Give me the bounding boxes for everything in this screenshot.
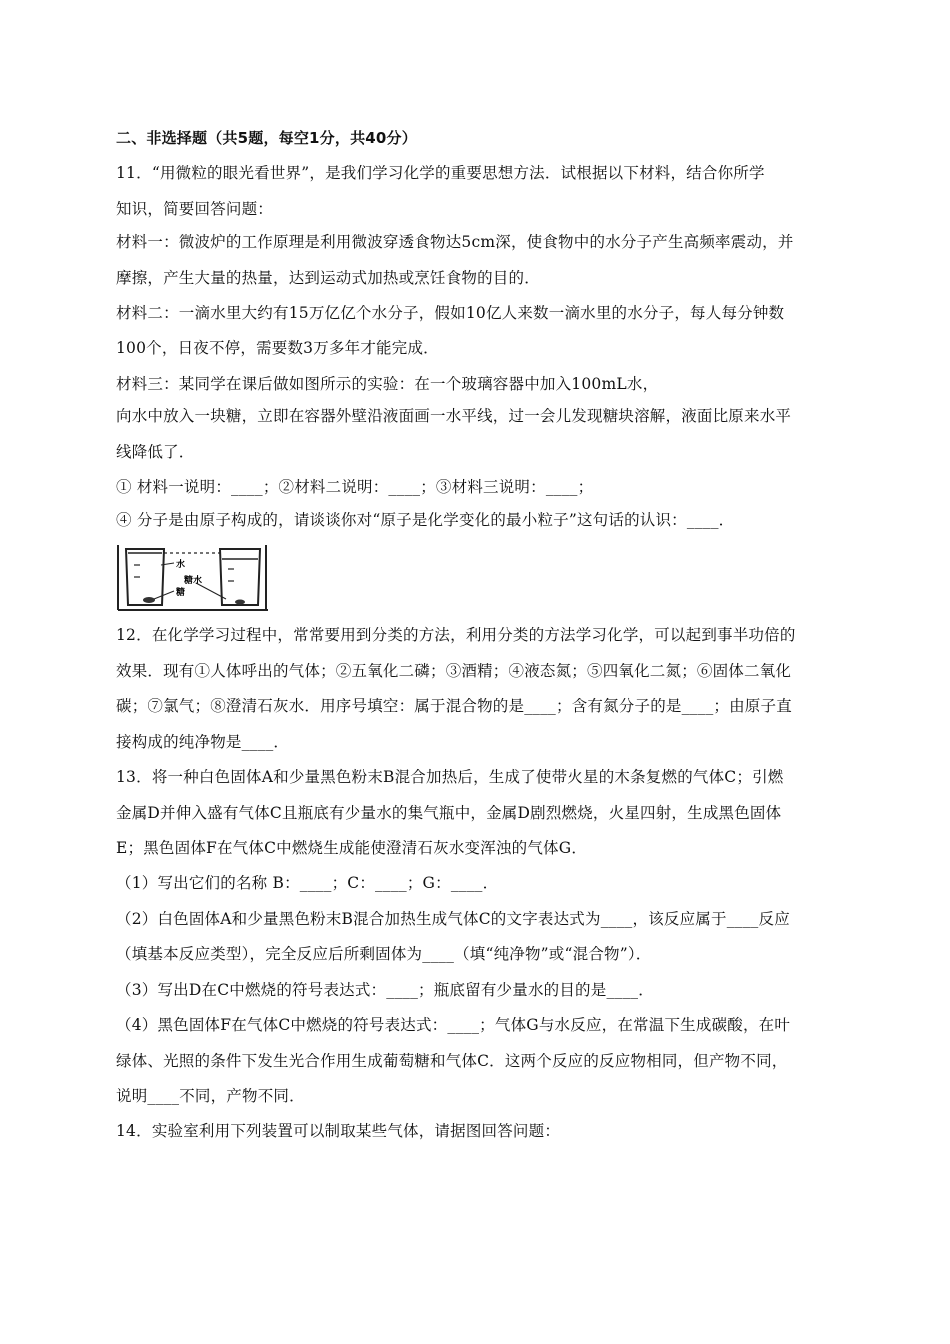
text-line: E；黑色固体F在气体C中燃烧生成能使澄清石灰水变浑浊的气体G．: [116, 839, 588, 857]
question-blank-line: （1）写出它们的名称 B：____；C：____；G：____．: [116, 874, 499, 892]
text-line: 绿体、光照的条件下发生光合作用生成葡萄糖和气体C．这两个反应的反应物相同，但产物不同，: [116, 1052, 788, 1070]
text-line: 14．实验室利用下列装置可以制取某些气体，请据图回答问题：: [116, 1122, 561, 1140]
question-blank-line: ① 材料一说明：____；②材料二说明：____；③材料三说明：____；: [116, 478, 594, 496]
text-line: 12．在化学学习过程中，常常要用到分类的方法，利用分类的方法学习化学，可以起到事半功倍的: [116, 626, 796, 644]
right-beaker: [220, 545, 266, 610]
question-blank-line: （4）黑色固体F在气体C中燃烧的符号表达式：____；气体G与水反应，在常温下生成碳酸，在叶: [116, 1016, 791, 1034]
question-blank-line: 接构成的纯净物是____．: [116, 733, 290, 751]
label-sugar-water: 糖水: [184, 576, 203, 586]
text-line: 材料二：一滴水里大约有15万亿亿个水分子，假如10亿人来数一滴水里的水分子，每人每分钟数: [116, 304, 785, 322]
question-blank-line: （3）写出D在C中燃烧的符号表达式：____；瓶底留有少量水的目的是____．: [116, 981, 654, 999]
text-line: 知识，简要回答问题：: [116, 200, 274, 218]
text-line: 摩擦，产生大量的热量，达到运动式加热或烹饪食物的目的．: [116, 269, 540, 287]
label-water: 水: [176, 560, 186, 570]
text-line: 效果．现有①人体呼出的气体；②五氧化二磷；③酒精；④液态氮；⑤四氧化二氮；⑥固体二氧化: [116, 662, 792, 680]
text-line: 材料三：某同学在课后做如图所示的实验：在一个玻璃容器中加入100mL水，: [116, 375, 659, 393]
text-line: 13．将一种白色固体A和少量黑色粉末B混合加热后，生成了使带火星的木条复燃的气体C；引燃: [116, 768, 784, 786]
text-line: 材料一：微波炉的工作原理是利用微波穿透食物达5cm深，使食物中的水分子产生高频率震动，并: [116, 233, 794, 251]
text-line: 金属D并伸入盛有气体C且瓶底有少量水的集气瓶中，金属D剧烈燃烧，火星四射，生成黑色固体: [116, 804, 782, 822]
text-line: 11．“用微粒的眼光看世界”，是我们学习化学的重要思想方法．试根据以下材料，结合你所学: [116, 164, 765, 182]
text-line: 100个，日夜不停，需要数3万多年才能完成．: [116, 339, 439, 357]
label-sugar: 糖: [176, 588, 186, 598]
question-blank-line: （填基本反应类型），完全反应后所剩固体为____（填“纯净物”或“混合物”）．: [116, 945, 652, 963]
text-line: 线降低了．: [116, 443, 195, 461]
sugar-dissolving-figure: [116, 543, 268, 613]
text-line: 向水中放入一块糖，立即在容器外壁沿液面画一水平线，过一会儿发现糖块溶解，液面比原来水平: [116, 407, 792, 425]
question-blank-line: ④ 分子是由原子构成的，请谈谈你对“原子是化学变化的最小粒子”这句话的认识：____．: [116, 511, 735, 529]
section-title: 二、非选择题（共5题，每空1分，共40分）: [116, 129, 417, 147]
question-blank-line: 碳；⑦氯气；⑧澄清石灰水．用序号填空：属于混合物的是____；含有氮分子的是____；由原子直: [116, 697, 792, 715]
question-blank-line: 说明____不同，产物不同．: [116, 1087, 305, 1105]
question-blank-line: （2）白色固体A和少量黑色粉末B混合加热生成气体C的文字表达式为____，该反应属于____反应: [116, 910, 790, 928]
